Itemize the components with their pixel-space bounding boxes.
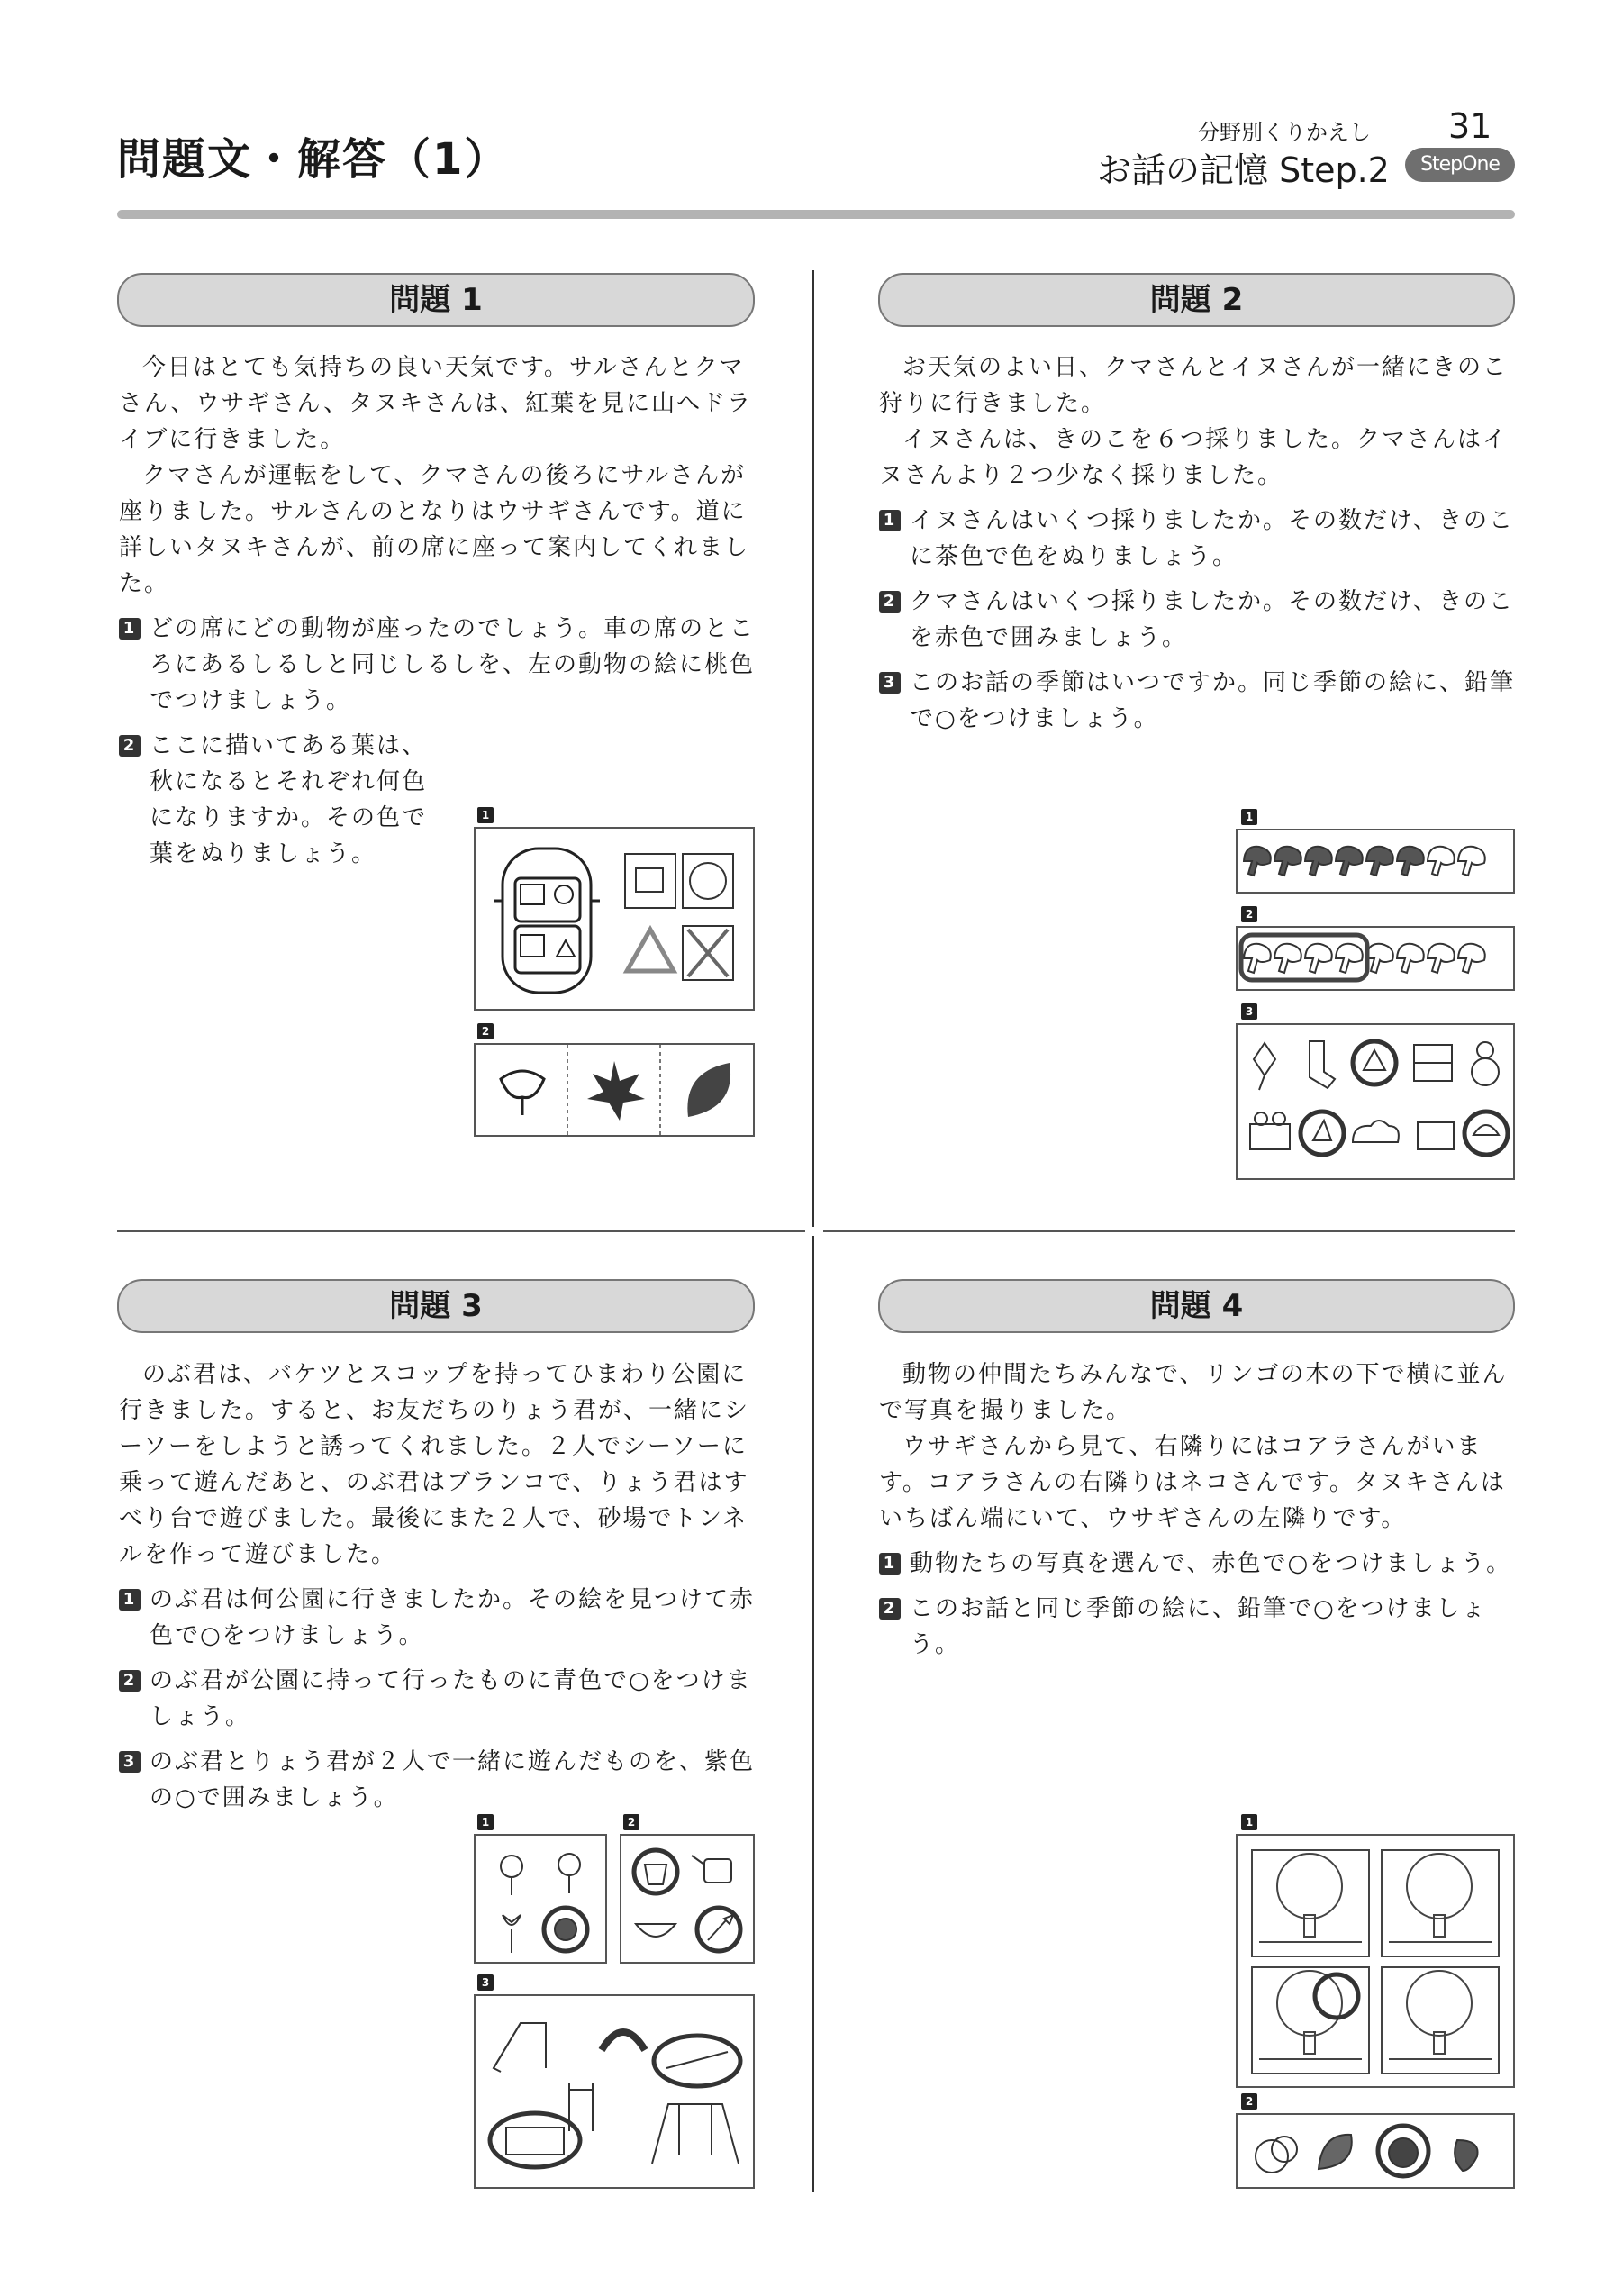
question-number: 1 [119, 618, 141, 640]
question-text: どの席にどの動物が座ったのでしょう。車の席のところにあるしるしと同じしるしを、左の動物の絵に桃色でつけましょう。 [150, 615, 756, 714]
doll-icon [1250, 1112, 1290, 1149]
circled-sandbox-icon [490, 2113, 580, 2167]
box-icon [1418, 1122, 1454, 1149]
elm-leaf-icon [687, 1063, 730, 1117]
p3-playground-figure [474, 1994, 755, 2189]
figure-label: 1 [1241, 1814, 1257, 1830]
problem-4-text [879, 1357, 1515, 1663]
stepone-badge: StepOne [1405, 148, 1515, 182]
p2-season-figure [1236, 1023, 1515, 1180]
bowl-icon [636, 1924, 675, 1937]
question-text: のぶ君が公園に持って行ったものに青色で○をつけましょう。 [150, 1667, 752, 1730]
figure-label: 2 [1241, 2093, 1257, 2110]
mushroom-icon [1428, 944, 1455, 973]
p1-leaves-figure [474, 1043, 755, 1137]
maple-leaf-icon [587, 1061, 645, 1121]
problem-3-question-2 [119, 1663, 755, 1735]
p1-car-seat-figure [474, 827, 755, 1011]
p2-mushrooms-filled-figure [1236, 829, 1515, 894]
circled-bucket-icon [634, 1850, 677, 1893]
apple-tree-photo-icon [1252, 1850, 1369, 1956]
problem-3-paragraph: のぶ君は、バケツとスコップを持ってひまわり公園に行きました。すると、お友だちのりょう君が、一緒にシーソーをしようと誘ってくれました。２人でシーソーに乗って遊んだあと、のぶ君はブランコで、りょう君はすべり台で遊びました。最後にまた２人で、砂場でトンネルを作って遊びました。 [119, 1361, 750, 1568]
mushroom-filled-icon [1397, 847, 1424, 876]
doll-display-icon [1414, 1045, 1452, 1081]
question-number: 2 [879, 1598, 901, 1620]
question-text: のぶ君は何公園に行きましたか。その絵を見つけて赤色で○をつけましょう。 [150, 1586, 756, 1649]
season-icons [1250, 1041, 1508, 1155]
vertical-divider-top [812, 270, 814, 1227]
horizontal-divider-right [823, 1230, 1515, 1232]
mushroom-icon [1428, 847, 1455, 876]
problem-4-paragraph: ウサギさんから見て、右隣りにはコアラさんがいます。コアラさんの右隣りはネコさんです。タヌキさんはいちばん端にいて、ウサギさんの左隣りです。 [879, 1433, 1506, 1532]
tulip-icon [503, 1915, 521, 1953]
figure-label: 3 [477, 1974, 494, 1991]
series-label: 分野別くりかえし [1198, 120, 1371, 145]
problem-2-heading: 問題 2 [878, 273, 1515, 327]
problem-2-text [879, 349, 1515, 737]
question-number: 2 [879, 591, 901, 613]
mushroom-icon [1366, 944, 1393, 973]
vertical-divider-bottom [812, 1236, 814, 2192]
answer-circle-icon [1315, 1974, 1358, 2018]
circled-mushroom-icon [1464, 1112, 1508, 1155]
problem-3-text [119, 1357, 755, 1816]
p3-flowers-figure [474, 1834, 607, 1964]
figure-label: 3 [1241, 1003, 1257, 1020]
problem-4-question-2 [879, 1591, 1515, 1663]
mushroom-icon [1305, 944, 1332, 973]
p4-photo-figure [1236, 1834, 1515, 2088]
watering-can-icon [692, 1856, 731, 1883]
slide-icon [494, 2023, 546, 2072]
problem-2-paragraph: イヌさんは、きのこを６つ採りました。クマさんはイヌさんより２つ少なく採りました。 [879, 426, 1509, 489]
circled-sunflower-icon [544, 1908, 587, 1951]
horizontal-divider-left [117, 1230, 805, 1232]
problem-2-paragraph: お天気のよい日、クマさんとイヌさんが一緒にきのこ狩りに行きました。 [879, 354, 1509, 417]
mushroom-icon [1458, 847, 1485, 876]
figure-label: 1 [1241, 809, 1257, 825]
car-icon [494, 849, 600, 993]
mushroom-icon [1397, 944, 1424, 973]
mushroom-row-filled [1238, 830, 1513, 892]
problem-2-question-3 [879, 665, 1515, 737]
question-text: イヌさんはいくつ採りましたか。その数だけ、きのこに茶色で色をぬりましょう。 [910, 507, 1514, 570]
question-text: のぶ君とりょう君が２人で一緒に遊んだものを、紫色の○で囲みましょう。 [150, 1748, 756, 1811]
flower-icon [558, 1854, 580, 1893]
p2-mushrooms-circled-figure [1236, 926, 1515, 991]
mushroom-icon [1458, 944, 1485, 973]
problem-1-heading: 問題 1 [117, 273, 755, 327]
problem-1-question-1 [119, 611, 755, 719]
mushroom-icon [1336, 944, 1363, 973]
problem-4-paragraph: 動物の仲間たちみんなで、リンゴの木の下で横に並んで写真を撮りました。 [879, 1361, 1508, 1424]
mushroom-row-circled [1238, 928, 1513, 989]
problem-2-question-2 [879, 584, 1515, 656]
animal-icons [625, 854, 733, 980]
problem-4-heading: 問題 4 [878, 1279, 1515, 1333]
flower-icon [501, 1856, 522, 1895]
question-number: 1 [879, 1553, 901, 1575]
problem-4-question-1 [879, 1546, 1515, 1582]
figure-label: 1 [477, 1814, 494, 1830]
problem-3-question-3 [119, 1744, 755, 1816]
swing-icon [652, 2104, 739, 2164]
stocking-icon [1310, 1041, 1335, 1088]
peach-icon [1256, 2137, 1297, 2173]
problem-3-heading: 問題 3 [117, 1279, 755, 1333]
mushroom-filled-icon [1305, 847, 1332, 876]
question-number: 1 [119, 1589, 141, 1611]
problem-1-text [119, 349, 755, 872]
question-number: 3 [119, 1751, 141, 1773]
question-number: 1 [879, 510, 901, 531]
circled-persimmon-icon [1378, 2126, 1428, 2176]
question-number: 2 [119, 1670, 141, 1692]
apple-tree-photo-icon [1382, 1967, 1499, 2074]
kite-icon [1254, 1043, 1275, 1090]
rainbow-arch-icon [602, 2032, 645, 2050]
mushroom-icon [1244, 944, 1271, 973]
watermelon-icon [1319, 2135, 1352, 2169]
figure-label: 1 [477, 807, 494, 823]
question-text: ここに描いてある葉は、秋になるとそれぞれ何色になりますか。その色で葉をぬりましょう。 [150, 732, 428, 867]
circled-shovel-icon [697, 1908, 740, 1951]
figure-label: 2 [1241, 906, 1257, 922]
question-text: クマさんはいくつ採りましたか。その数だけ、きのこを赤色で囲みましょう。 [910, 588, 1514, 651]
problem-1-paragraph: 今日はとても気持ちの良い天気です。サルさんとクマさん、ウサギさん、タヌキさんは、紅葉を見に山へドライブに行きました。 [119, 354, 753, 453]
question-number: 2 [119, 735, 141, 757]
question-number: 3 [879, 672, 901, 694]
apple-tree-photo-icon [1382, 1850, 1499, 1956]
problem-1-paragraph: クマさんが運転をして、クマさんの後ろにサルさんが座りました。サルさんのとなりはウサギさんです。道に詳しいタヌキさんが、前の席に座って案内してくれました。 [119, 462, 750, 597]
mushroom-filled-icon [1274, 847, 1301, 876]
question-text: このお話と同じ季節の絵に、鉛筆で○をつけましょう。 [910, 1595, 1487, 1658]
figure-label: 2 [623, 1814, 639, 1830]
problem-3-question-1 [119, 1582, 755, 1654]
question-text: このお話の季節はいつですか。同じ季節の絵に、鉛筆で○をつけましょう。 [910, 669, 1516, 732]
mushroom-filled-icon [1244, 847, 1271, 876]
p3-items-figure [620, 1834, 755, 1964]
problem-1-question-2 [119, 728, 438, 872]
mushroom-filled-icon [1366, 847, 1393, 876]
strawberry-icon [1455, 2140, 1477, 2171]
p4-fruit-figure [1236, 2113, 1515, 2189]
circled-persimmon-icon [1301, 1112, 1344, 1155]
ginkgo-leaf-icon [501, 1071, 544, 1115]
circled-seesaw-icon [654, 2036, 740, 2086]
snowman-icon [1472, 1042, 1499, 1085]
question-text: 動物たちの写真を選んで、赤色で○をつけましょう。 [910, 1550, 1512, 1577]
page-subtitle: お話の記憶 Step.2 [1097, 150, 1390, 190]
page-title: 問題文・解答（1） [117, 134, 510, 185]
header-rule [117, 210, 1515, 219]
figure-label: 2 [477, 1023, 494, 1039]
problem-2-question-1 [879, 503, 1515, 575]
circled-hat-icon [1353, 1041, 1396, 1084]
mushroom-icon [1274, 944, 1301, 973]
mushroom-filled-icon [1336, 847, 1363, 876]
cloud-icon [1353, 1121, 1399, 1142]
page-number: 31 [1448, 106, 1492, 146]
